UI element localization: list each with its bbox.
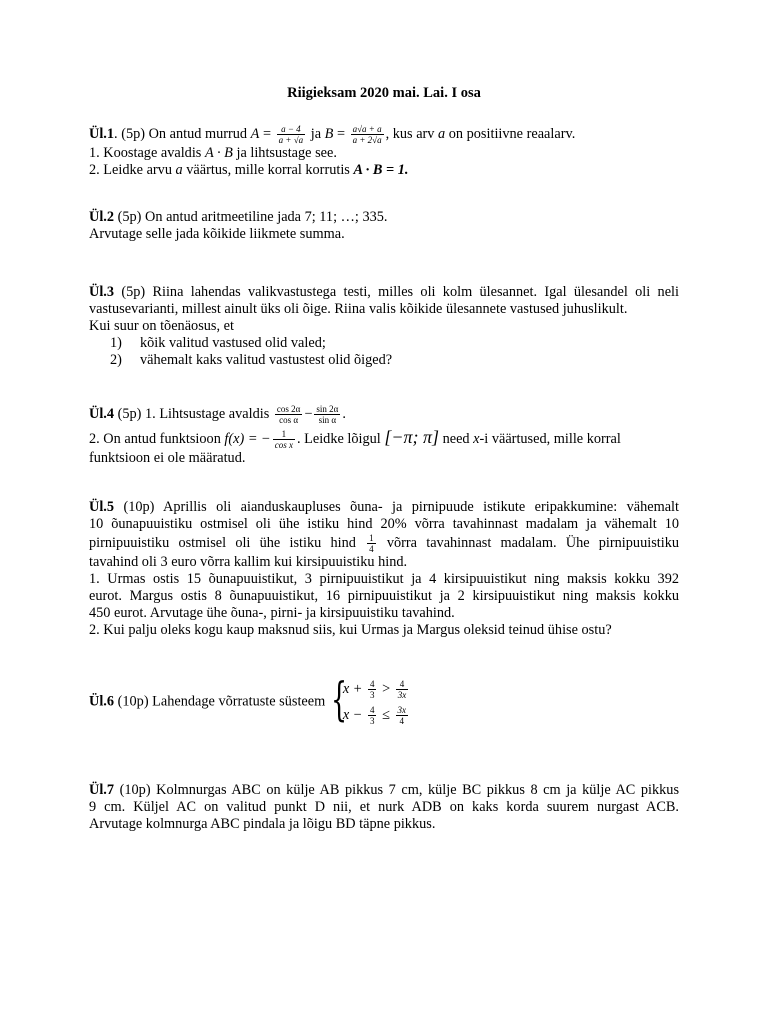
- task-6-points: (10p): [117, 693, 149, 710]
- task-3-text-2: vastusevarianti, millest ainult üks oli õige. Riina valis kõikide ülesannete vastused juhuslikult.: [89, 301, 628, 317]
- fraction-denominator: 3: [369, 690, 375, 701]
- inequality-row: [343, 676, 410, 702]
- fraction-A-denominator: a + √a: [278, 135, 304, 145]
- math-x: x: [473, 431, 480, 447]
- task-7-text-2: 9 cm. Küljel AC on valitud punkt D nii, et nurk ADB on kaks korda suurem nurgast ACB.: [89, 799, 679, 815]
- task-5-text-6: eurot. Margus ostis 8 õunapuuistikut, 16 pirnipuuistikut ja 2 kirsipuuistikut ning maksis kokku: [89, 588, 679, 604]
- fraction-A: [277, 124, 306, 145]
- fraction-cos2a: [275, 404, 302, 425]
- fraction: [396, 705, 409, 726]
- task-4-points: (5p): [117, 405, 142, 422]
- task-4-q2-mid: . Leidke lõigul: [296, 431, 381, 447]
- fraction-numerator: 4: [399, 679, 405, 690]
- task-5-text-7: 450 eurot. Arvutage ühe õuna-, pirni- ja kirsipuuistiku tavahind.: [89, 605, 455, 621]
- task-5-text-2: 10 õunapuuistiku ostmisel oli ühe istiku hind 20% võrra tavahinnast madalam ja vähemalt 10: [89, 516, 679, 532]
- task-6: [89, 672, 679, 728]
- list-item: [89, 335, 679, 352]
- fraction-denominator: cos α: [275, 414, 302, 425]
- period: .: [342, 405, 346, 422]
- list-item-text: vähemalt kaks valitud vastustest olid õiged?: [140, 352, 393, 368]
- fraction-denominator: 3x: [397, 690, 407, 701]
- fraction-B-denominator: a + 2√a: [352, 135, 382, 145]
- task-4-text-3: funktsioon ei ole määratud.: [89, 450, 246, 467]
- task-1-question-1: [89, 145, 679, 162]
- inequality-lhs: x +: [342, 681, 363, 697]
- fraction-B: [351, 124, 384, 145]
- fraction-numerator: 4: [369, 679, 375, 690]
- task-5-text-1: Aprillis oli aianduskaupluses õuna- ja pirnipuude istikute eripakkumine: vähemalt: [163, 499, 679, 515]
- task-4: [89, 404, 679, 467]
- fraction: [368, 705, 377, 726]
- list-item: [89, 352, 679, 369]
- task-1: [89, 124, 679, 179]
- task-6-line: [89, 672, 679, 728]
- task-4-q2-suffix: need: [442, 431, 470, 447]
- task-1-q1-expression: A · B: [204, 145, 233, 161]
- task-1-q2-expression: A · B = 1.: [353, 162, 409, 178]
- task-6-label: Ül.6: [89, 693, 115, 710]
- fraction-denominator: 3: [369, 716, 375, 727]
- task-3: [89, 284, 679, 369]
- task-7-line-1: [89, 782, 679, 799]
- task-3-label: Ül.3: [89, 284, 115, 300]
- task-5-points: (10p): [123, 499, 155, 515]
- inequality-lhs: x −: [342, 707, 363, 723]
- equals-sign: =: [336, 125, 346, 142]
- task-1-tail-2: on positiivne reaalarv.: [448, 125, 576, 142]
- task-5-text-4: tavahind oli 3 euro võrra kallim kui kirsipuuistiku hind.: [89, 554, 408, 570]
- task-5-text-3b: võrra tavahinnast madalam. Ühe pirnipuuistiku: [386, 534, 680, 551]
- fraction-A-numerator: a − 4: [281, 124, 301, 134]
- task-1-points: (5p): [121, 125, 146, 142]
- task-3-text-3: Kui suur on tõenäosus, et: [89, 318, 234, 334]
- task-3-points: (5p): [121, 284, 146, 300]
- list-item-number: 1): [110, 335, 122, 351]
- fraction-1-cosx: [273, 429, 295, 450]
- task-1-question-2: [89, 162, 679, 179]
- inequality-row: [343, 702, 410, 728]
- curly-brace-icon: {: [330, 672, 347, 726]
- fraction-numerator: 4: [369, 705, 375, 716]
- inequality-system: [330, 672, 410, 728]
- fraction-denominator: 4: [369, 544, 374, 554]
- task-2-label: Ül.2: [89, 209, 115, 225]
- task-5: [89, 499, 679, 639]
- conjunction-ja: ja: [310, 125, 322, 142]
- task-1-q1-prefix: 1. Koostage avaldis: [89, 145, 202, 161]
- minus-sign: −: [304, 405, 313, 422]
- task-4-q2-tail: -i väärtused, mille korral: [479, 431, 621, 447]
- list-item-number: 2): [110, 352, 122, 368]
- math-A: A: [250, 125, 260, 142]
- task-1-intro: On antud murrud: [148, 125, 248, 142]
- task-7: [89, 782, 679, 833]
- task-2: [89, 209, 679, 243]
- task-1-tail: , kus arv: [385, 125, 435, 142]
- task-5-line-3: [89, 533, 679, 554]
- fraction-numerator: 3x: [397, 705, 406, 716]
- fraction-denominator: cos x: [274, 440, 293, 451]
- equals-sign: =: [262, 125, 272, 142]
- task-7-text-1: Kolmnurgas ABC on külje AB pikkus 7 cm, külje BC pikkus 8 cm ja külje AC pikkus: [156, 782, 680, 798]
- task-1-line-1: Ül.1. (5p) On antud murrud A = $\frac{a - 4}{a + √a}$ ja B = $\frac{a√a + a}{a + 2√a}$ , kus arv a on positiivne reaalarv.: [89, 124, 576, 145]
- page-title: Riigieksam 2020 mai. Lai. I osa: [287, 85, 481, 101]
- task-4-q1: 1. Lihtsustage avaldis: [145, 405, 270, 422]
- fraction: [396, 679, 409, 700]
- task-2-text-1: On antud aritmeetiline jada 7; 11; …; 335.: [145, 209, 388, 225]
- task-4-line-2: [89, 429, 679, 450]
- task-2-line-1: [89, 209, 679, 226]
- task-3-line-1: [89, 284, 679, 301]
- task-4-line-1: [89, 404, 679, 425]
- task-3-text-1: Riina lahendas valikvastustega testi, milles oli kolm ülesannet. Igal ülesandel oli neli: [152, 284, 679, 300]
- task-5-text-3a: pirnipuuistiku ostmisel oli ühe istiku hind: [89, 534, 356, 551]
- task-7-text-3: Arvutage kolmnurga ABC pindala ja lõigu BD täpne pikkus.: [89, 816, 436, 832]
- inequality-operator: ≤: [382, 707, 390, 723]
- task-1-label: Ül.1: [89, 125, 115, 142]
- inequality-operator: >: [382, 681, 391, 697]
- fraction-numerator: sin 2α: [316, 404, 339, 414]
- task-5-text-8: 2. Kui palju oleks kogu kaup maksnud siis, kui Urmas ja Margus oleksid teinud ühise ostu?: [89, 622, 612, 638]
- task-2-text-2: Arvutage selle jada kõikide liikmete summa.: [89, 226, 345, 242]
- task-6-text: Lahendage võrratuste süsteem: [152, 693, 326, 710]
- task-2-points: (5p): [117, 209, 142, 225]
- task-7-label: Ül.7: [89, 782, 115, 798]
- fraction-sin2a: [314, 404, 340, 425]
- math-a: a: [438, 125, 446, 142]
- fraction: [368, 679, 377, 700]
- fraction-numerator: 1: [369, 533, 374, 543]
- task-4-label: Ül.4: [89, 405, 115, 422]
- task-5-label: Ül.5: [89, 499, 115, 515]
- task-1-q2-mid: väärtus, mille korral korrutis: [186, 162, 350, 178]
- task-4-q2-prefix: 2. On antud funktsioon: [89, 431, 221, 447]
- task-5-line-1: [89, 499, 679, 516]
- fraction-numerator: 1: [281, 429, 287, 440]
- task-1-q1-suffix: ja lihtsustage see.: [236, 145, 337, 161]
- math-B: B: [324, 125, 334, 142]
- fraction-B-numerator: a√a + a: [352, 124, 382, 134]
- list-item-text: kõik valitud vastused olid valed;: [140, 335, 326, 351]
- interval: [−π; π]: [384, 427, 440, 447]
- math-a: a: [175, 162, 183, 178]
- task-5-text-5: 1. Urmas ostis 15 õunapuuistikut, 3 pirnipuuistikut ja 4 kirsipuuistikut ning maksis kokku 392: [89, 571, 679, 587]
- function-fx: f(x) = −: [224, 431, 271, 447]
- task-1-q2-prefix: 2. Leidke arvu: [89, 162, 172, 178]
- fraction-denominator: 4: [396, 715, 409, 726]
- fraction-numerator: cos 2α: [276, 404, 301, 414]
- task-7-points: (10p): [119, 782, 151, 798]
- fraction-denominator: sin α: [314, 414, 340, 425]
- fraction-one-quarter: [367, 533, 376, 554]
